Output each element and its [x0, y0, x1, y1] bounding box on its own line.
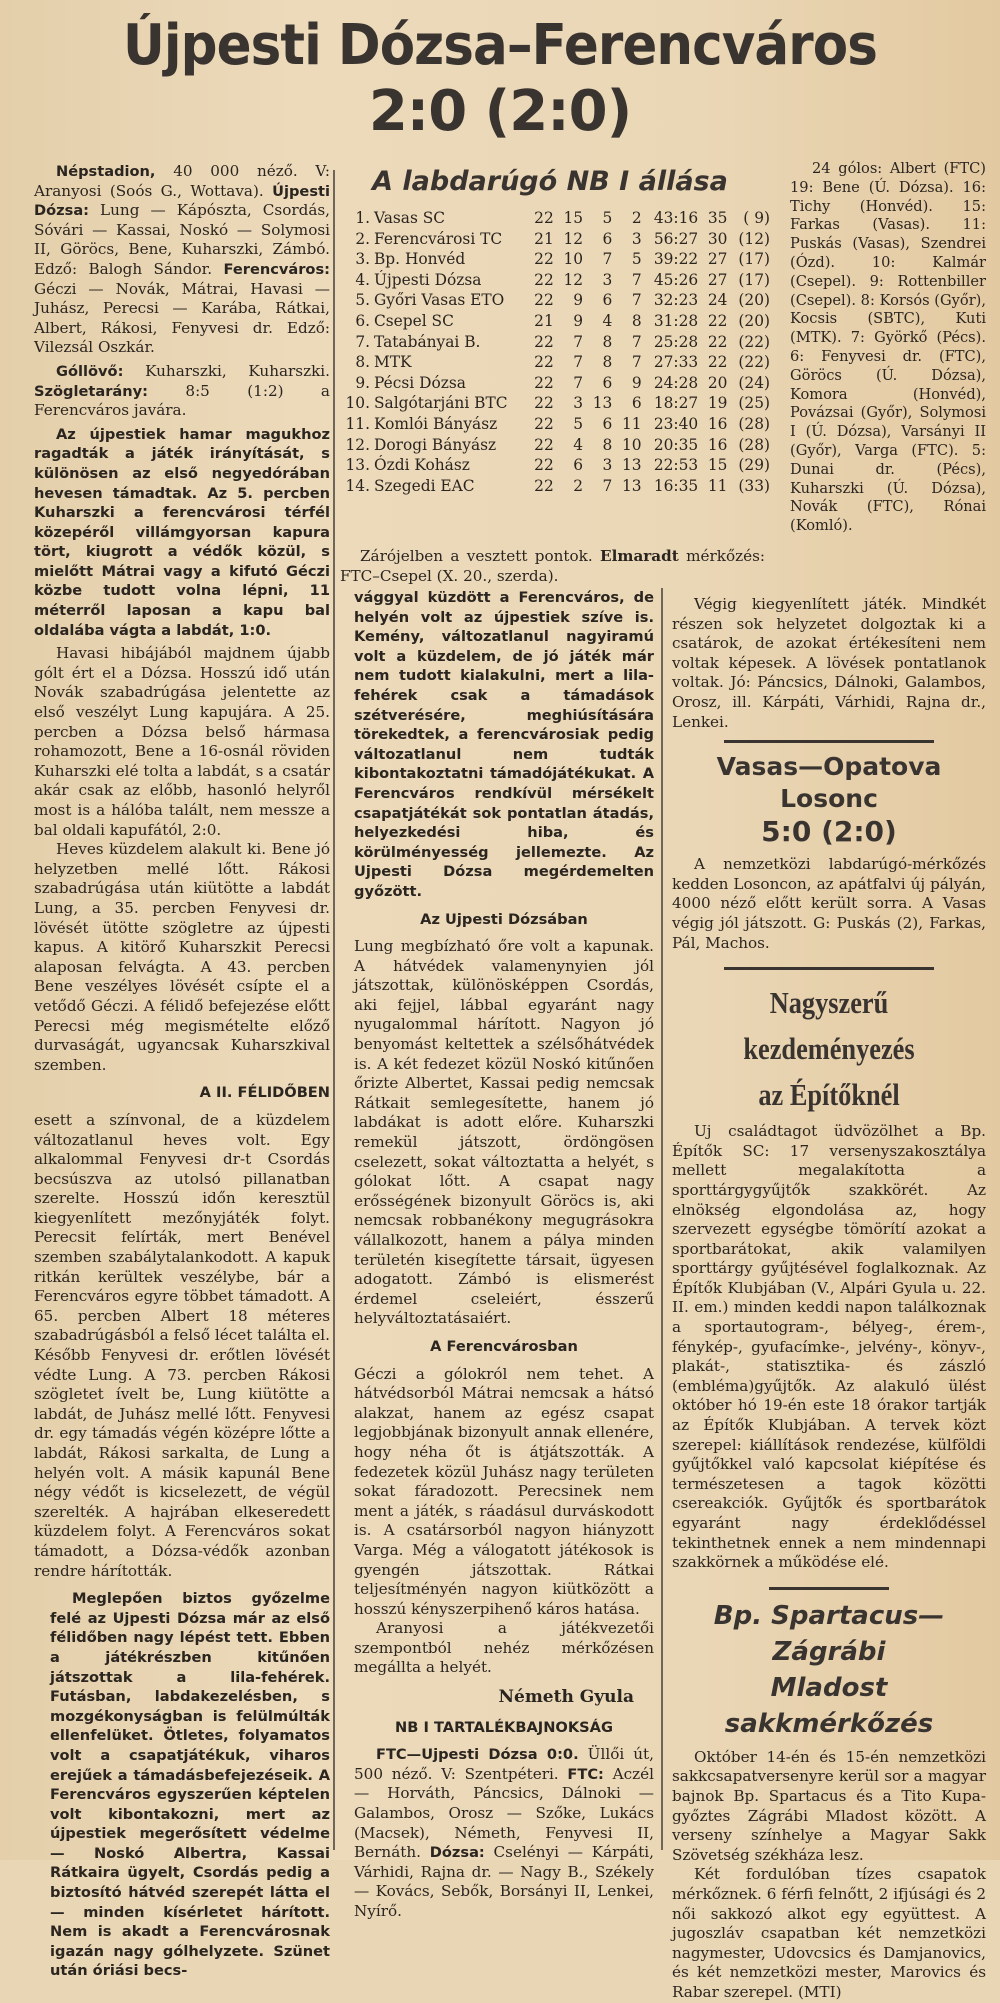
team-position: 3.: [355, 250, 370, 269]
stat-d: 5: [602, 209, 613, 227]
stat-pts: 19: [707, 394, 728, 413]
team-label: Komlói Bányász: [374, 414, 498, 433]
report-paragraph: Havasi hibájából majdnem újabb gólt ért el a Dózsa. Hosszú idő után Novák szabadrúgása jelentette az első veszélyt Lung kapujára. A 25. percben a Dózsa belső hármasa rohamozott, Bene a 16-osnál röviden Kuharszki elé tolta a labdát, s a csatár akár csak az előbb, hasonló helyről most is a hálóba talált, nem messze a bal oldali kapufától, 2:0.: [34, 644, 330, 839]
team-name: [340, 311, 524, 332]
reserve-text: Üllői út, 500 néző. V: Szentpéteri.: [354, 1745, 654, 1783]
team-name: [340, 352, 524, 373]
stat-lost: (33): [738, 476, 770, 495]
stat-l: 7: [631, 270, 642, 289]
dozsa-lineup: Lung — Kápószta, Csordás, Sóvári — Kassai, Noskó — Solymosi II, Göröcs, Bene, Kuharszki, Zámbó. Edző: Balogh Sándor.: [34, 201, 330, 278]
team-label: MTK: [374, 353, 412, 372]
epitok-text: Uj családtagot üdvözölhet a Bp. Építők SC: 17 versenyszakosztálya mellett megalakította a sporttárgygyűjtők szakkörét. Az elnökség elgondolása az, hogy szervezett egységbe tömörítí azokat a sportbarátokat, akik valamilyen sporttárgy gyűjtésével foglalkoznak. Az Építők Klubjában (V., Alpári Gyula u. 22. II. em.) minden keddi napon találkoznak a sportautogram-, bélyeg-, érem-, fénykép-, gyufacímke-, jelvény-, könyv-, plakát-, statisztika- és zászló (embléma)gyűjtők. Az alakuló ülést október hó 19-én este 18 órakor tartják az Építők Klubjában. A tervek közt szerepel: kiállítások rendezése, külföldi gyűjtőkkel való kapcsolat kiépítése és természetesen a tagok közötti csereakciók. Gyűjtők és sportbarátok egyaránt nagy érdeklődéssel tekinthetnek ennek a nem mindennapi szakkörnek a működése elé.: [672, 1122, 986, 1572]
stat-pts: 20: [707, 373, 728, 392]
stat-goals: 56:27: [653, 229, 699, 248]
team-label: Újpesti Dózsa: [374, 270, 482, 289]
reserve-result: FTC—Ujpesti Dózsa 0:0.: [376, 1746, 579, 1764]
ftc-lineup: Géczi — Novák, Mátrai, Havasi — Juhász, Perecsi — Karába, Rátkai, Albert, Rákosi, Fenyvesi dr. Edző: Vilezsál Oszkár.: [34, 279, 330, 357]
standings-row: [340, 476, 770, 497]
stat-w: 2: [573, 476, 584, 495]
team-position: 5.: [355, 291, 370, 310]
stat-goals: 43:16: [653, 209, 699, 227]
stat-lost: (20): [738, 311, 770, 330]
stat-goals: 24:28: [653, 373, 699, 392]
stat-l: 3: [631, 229, 642, 248]
team-position: 9.: [355, 373, 370, 392]
stat-d: 8: [602, 332, 613, 351]
stat-goals: 31:28: [653, 311, 699, 330]
stat-p: 21: [534, 229, 554, 248]
continuation-paragraph: vággyal küzdött a Ferencváros, de helyén volt az újpestiek szíve is. Kemény, változatlanul nagyiramú volt a küzdelem, de jó játék már nem tudott kialakulni, mert a lila-fehérek csak a támadások szétverésére, meghiúsítására törekedtek, a ferencvárosiak pedig változatlanul nem tudták kibontakoztatni támadójátékukat. A Ferencváros rendkívül mérsékelt csapatjátékát sok pontatlan átadás, helyezkedési hiba, és körülményesség jellemezte. Az Ujpesti Dózsa megérdemelten győzött.: [354, 589, 654, 900]
stat-w: 12: [563, 229, 584, 248]
stat-p: 22: [534, 209, 554, 227]
stat-pts: 30: [707, 229, 728, 248]
team-name: [340, 229, 524, 250]
dozsa-heading: Az Ujpesti Dózsában: [420, 910, 588, 928]
stat-d: 6: [602, 373, 613, 392]
ftc-paragraph: Géczi a gólokról nem tehet. A hátvédsorból Mátrai nemcsak a hátsó alakzat, hanem az egész csapat legjobbjának bizonyult annak ellenére, hogy néha őt is átjátszották. A fedezetek közül Juhász nagy területen sokat fáradozott. Perecsinek nem ment a játék, s ráadásul durváskodott is. A csatársorból nagyon hiányzott Varga. Még a válogatott játékosok is gyengén játszottak. Rátkai teljesítményén nagyon kiütközött a hosszú kényszerpihenő káros hatása.: [354, 1364, 654, 1618]
reserve-heading: NB I TARTALÉKBAJNOKSÁG: [395, 1718, 613, 1736]
stat-l: 5: [631, 250, 642, 269]
stat-goals: 32:23: [653, 291, 699, 310]
team-name: [340, 455, 524, 476]
team-label: Dorogi Bányász: [374, 435, 497, 454]
stat-pts: 22: [707, 311, 728, 330]
report-continuation-column: [354, 588, 654, 1922]
dozsa-label: Újpesti Dózsa:: [34, 182, 330, 220]
stat-l: 7: [631, 332, 642, 351]
team-label: Bp. Honvéd: [374, 250, 466, 269]
corner-label: Szögletarány:: [34, 382, 148, 400]
stat-goals: 27:33: [653, 353, 699, 372]
stat-pts: 27: [707, 270, 728, 289]
team-name: [340, 476, 524, 497]
stat-p: 22: [534, 414, 554, 433]
stat-goals: 16:35: [653, 476, 699, 495]
stat-d: 7: [602, 476, 613, 495]
stat-d: 8: [602, 435, 613, 454]
team-position: 13.: [345, 456, 370, 475]
stat-lost: (22): [738, 353, 770, 372]
stat-p: 22: [534, 332, 554, 351]
standings-title: A labdarúgó NB I állása: [372, 166, 728, 197]
reserve-ftc-label: FTC:: [567, 1765, 604, 1783]
column-divider: [333, 170, 335, 1850]
team-position: 8.: [355, 353, 370, 372]
author-signature: Németh Gyula: [498, 1687, 634, 1708]
standings-table: [340, 208, 770, 496]
stat-w: 10: [563, 250, 584, 269]
standings-row: [340, 290, 770, 311]
section-rule: [724, 967, 934, 970]
stat-goals: 20:35: [653, 435, 699, 454]
stat-lost: (29): [738, 456, 770, 475]
stat-lost: (28): [738, 435, 770, 454]
reserve-ftc-lineup: Aczél — Horváth, Páncsics, Dálnoki — Galambos, Orosz — Szőke, Lukács (Macsek), Németh, Fenyvesi II, Bernáth.: [354, 1764, 655, 1862]
chess-title-1: Bp. Spartacus—Zágrábi: [713, 1600, 945, 1667]
stat-goals: 18:27: [653, 394, 699, 413]
stat-lost: (28): [738, 414, 770, 433]
stat-pts: 22: [707, 332, 728, 351]
summary-paragraph: Meglepően biztos győzelme felé az Ujpesti Dózsa már az első félidőben nagy lépést tett. Ebben a játékrészben kitűnően játszottak a lila-fehérek. Futásban, labdakezelésben, s mozgékonyságban is felülmúlták ellenfelüket. Ötletes, folyamatos volt a csapatjátékuk, viharos erejűek a támadásbefejezéseik. A Ferencváros egyszerűen képtelen volt kibontakozni, mert az újpestiek megerősített védelme — Noskó Albertra, Kassai Rátkaira ügyelt, Csordás pedig a biztosító hátvéd szerepét látta el — minden kísérletet hárított. Nem is akadt a Ferencvárosnak igazán nagy gólhelyzete. Szünet után óriási becs-: [50, 1590, 330, 1980]
stat-l: 9: [631, 373, 642, 392]
scorers-text: 24 gólos: Albert (FTC) 19: Bene (Ú. Dózsa). 16: Tichy (Honvéd). 15: Farkas (Vasas). 11: Puskás (Vasas), Szendrei (Ózd). 10: Kalmár (Csepel). 9: Rottenbiller (Csepel). 8: Korsós (Győr), Kocsis (SBTC), Kuti (MTK). 7: Györkő (Pécs). 6: Fenyvesi dr. (FTC), Göröcs (Ú. Dózsa), Komora (Honvéd), Povázsai (Győr), Solymosi I (Ú. Dózsa), Varsányi II (Győr), Varga (FTC). 5: Dunai dr. (Pécs), Kuharszki (Ú. Dózsa), Novák (FTC), Rónai (Komló).: [790, 160, 986, 535]
stat-goals: 45:26: [653, 270, 699, 289]
right-column: [672, 595, 986, 2003]
team-name: [340, 208, 524, 229]
stat-goals: 39:22: [653, 250, 699, 269]
team-position: 2.: [355, 229, 370, 248]
stat-w: 7: [573, 373, 584, 392]
team-position: 1.: [355, 209, 370, 227]
chess-paragraph: Két fordulóban tízes csapatok mérkőznek. 6 férfi felnőtt, 2 ifjúsági és 2 női sakkozó alkot egy együttest. A jugoszláv csapatban két nemzetközi nagymester, Udovcsics és Damjanovics, és két nemzetközi mester, Marovics és Rabar szerepel. (MTI): [672, 1865, 986, 2001]
second-half-heading: A II. FÉLIDŐBEN: [199, 1084, 330, 1102]
team-name: [340, 290, 524, 311]
section-rule: [769, 1587, 889, 1590]
standings-note: [340, 547, 765, 586]
vasas-title: Vasas—Opatova Losonc: [716, 752, 942, 814]
team-label: Ferencvárosi TC: [374, 229, 503, 248]
stat-w: 3: [573, 394, 584, 413]
ftc-heading: A Ferencvárosban: [430, 1337, 578, 1355]
standings-row: [340, 414, 770, 435]
stat-w: 9: [573, 311, 584, 330]
standings-row: [340, 455, 770, 476]
reserve-dozsa-lineup: Cselényi — Kárpáti, Várhidi, Rajna dr. — Nagy B., Székely — Kovács, Sebők, Borsányi II, Lenkei, Nyírő.: [354, 1843, 654, 1920]
stat-pts: 16: [707, 435, 728, 454]
standings-row: [340, 332, 770, 353]
stat-goals: 25:28: [653, 332, 699, 351]
standings-row: [340, 229, 770, 250]
main-score: 2:0 (2:0): [368, 79, 632, 144]
stat-w: 4: [573, 435, 584, 454]
goals-line: [34, 362, 330, 421]
stat-l: 6: [631, 394, 642, 413]
standings-row: [340, 393, 770, 414]
stat-w: 6: [573, 456, 584, 475]
stat-d: 4: [602, 311, 613, 330]
stat-d: 3: [602, 270, 613, 289]
stat-goals: 23:40: [653, 414, 699, 433]
standings-row: [340, 270, 770, 291]
stat-goals: 22:53: [653, 456, 699, 475]
stat-lost: (22): [738, 332, 770, 351]
reserve-verdict: Végig kiegyenlített játék. Mindkét részen sok helyzetet dolgoztak ki a csatárok, de azokat értékesíteni nem voltak képesek. A lövések pontatlanok voltak. Jó: Páncsics, Dálnoki, Galambos, Orosz, ill. Kárpáti, Várhidi, Rajna dr., Lenkei.: [672, 595, 986, 731]
team-position: 10.: [345, 394, 370, 413]
corner-text: 8:5 (1:2) a Ferencváros javára.: [34, 381, 330, 420]
dozsa-paragraph: Lung megbízható őre volt a kapunak. A hátvédek valamenynyien jól játszottak, különösképpen Csordás, aki fejjel, lábbal egyaránt nagy nyugalommal hárított. Nagyon jó benyomást keltettek a szélsőhátvédek is. A két fedezet közül Noskó kitűnően őrizte Albertet, Kassai pedig nemcsak Rátkait semlegesítette, hanem jó labdákat is adott előre. Kuharszki remekül játszott, ördöngösen cselezett, sokat változtatta a helyét, s gólokat lőtt. A csapat nagy erősségének bizonyult Göröcs is, aki nemcsak robbanékony megugrásokra vállalkozott, hanem a pálya minden területén kisegítette társait, ügyesen adogatott. Zámbó is elismerést érdemel cseleiért, ésszerű helyváltoztatásaiért.: [354, 937, 654, 1328]
venue-label: Népstadion,: [56, 163, 156, 180]
note-text: Zárójelben a vesztett pontok.: [360, 547, 601, 565]
team-position: 6.: [355, 311, 370, 330]
chess-paragraph: Október 14-én és 15-én nemzetközi sakkcsapatversenyre kerül sor a magyar bajnok Bp. Spartacus és a Tito Kupa-győztes Zágrábi Mladost között. A verseny színhelye a Magyar Sakk Szövetség székháza lesz.: [672, 1747, 986, 1864]
team-name: [340, 332, 524, 353]
standings-row: [340, 311, 770, 332]
stat-w: 5: [573, 414, 584, 433]
stat-p: 22: [534, 250, 554, 269]
report-paragraph: Heves küzdelem alakult ki. Bene jó helyzetben mellé lőtt. Rákosi szabadrúgása után kiütötte a labdát Lung, a 35. percben Fenyvesi dr. lövését ütötte szögletre az újpesti kapus. A kitörő Kuharszkit Perecsi alaposan felvágta. A 43. percben Bene veszélyes lövését csípte el a vetődő Géczi. A félidő befejezése előtt Perecsi még megismételte előző durvaságát, ugyancsak Kuharszkival szemben.: [34, 840, 330, 1074]
standings-row: [340, 249, 770, 270]
stat-p: 21: [534, 311, 554, 330]
note-bold: Elmaradt: [600, 547, 679, 565]
standings-row: [340, 208, 770, 229]
section-rule: [724, 740, 934, 743]
stat-w: 9: [573, 291, 584, 310]
stat-p: 22: [534, 353, 554, 372]
stat-p: 22: [534, 394, 554, 413]
stat-w: 7: [573, 353, 584, 372]
stat-p: 22: [534, 373, 554, 392]
team-name: [340, 270, 524, 291]
stat-p: 22: [534, 476, 554, 495]
stat-w: 15: [563, 209, 584, 227]
stat-d: 8: [602, 353, 613, 372]
stat-l: 2: [631, 209, 642, 227]
stat-lost: (20): [738, 291, 770, 310]
stat-p: 22: [534, 270, 554, 289]
vasas-score: 5:0 (2:0): [761, 815, 897, 849]
stat-lost: (17): [738, 270, 770, 289]
stat-d: 6: [602, 414, 613, 433]
stat-lost: (25): [738, 394, 770, 413]
team-label: Pécsi Dózsa: [374, 373, 466, 392]
standings-row: [340, 373, 770, 394]
chess-title-2: Mladost sakkmérkőzés: [724, 1672, 934, 1739]
stat-d: 7: [602, 250, 613, 269]
team-position: 7.: [355, 332, 370, 351]
note-rest: mérkőzés: FTC–Csepel (X. 20., szerda).: [340, 547, 765, 585]
column-divider: [661, 588, 663, 1850]
stat-pts: 35: [707, 209, 728, 227]
report-paragraph: Az újpestiek hamar magukhoz ragadták a játék irányítását, s különösen az első negyedórában hevesen támadtak. Az 5. percben Kuharszki a ferencvárosi térfél közepéről villámgyorsan kapura tört, kiugrott a védők közül, s mielőtt Mátrai vagy a kifutó Géczi közbe tudott volna lépni, 11 méterről laposan a kapu bal oldalába vágta a labdát, 1:0.: [34, 425, 330, 639]
team-label: Győri Vasas ETO: [374, 291, 505, 310]
stat-l: 7: [631, 291, 642, 310]
team-name: [340, 373, 524, 394]
referee-paragraph: Aranyosi a játékvezetői szempontból nehéz mérkőzésen megállta a helyét.: [354, 1619, 654, 1677]
reserve-dozsa-label: Dózsa:: [429, 1844, 485, 1862]
venue-text: 40 000 néző. V: Aranyosi (Soós G., Wottava).: [34, 162, 330, 200]
stat-p: 22: [534, 456, 554, 475]
stat-lost: (17): [738, 250, 770, 269]
stat-pts: 11: [707, 476, 728, 495]
standings-row: [340, 435, 770, 456]
team-position: 4.: [355, 270, 370, 289]
team-name: [340, 414, 524, 435]
stat-l: 8: [631, 311, 642, 330]
ftc-label: Ferencváros:: [223, 260, 330, 278]
second-half-paragraph: esett a színvonal, de a küzdelem változatlanul heves volt. Egy alkalommal Fenyvesi dr-t Csordás becsúszva az utolsó pillanatban szerelte. Hosszú időn keresztül kiegyenlített mezőnyjáték folyt. Perecsit felírták, mert Benével szemben szabálytalankodott. A kapuk ritkán kerültek veszélybe, bár a Ferencváros egyre többet támadott. A 65. percben Albert 18 méteres szabadrúgásból a felső lécet találta el. Később Fenyvesi dr. erőtlen lövését védte Lung. A 73. percben Rákosi szögletet ívelt be, Lung kiütötte a labdát, de Juhász mellé lőtt. Fenyvesi dr. egy támadás végén középre lőtte a labdát, Rákosi sarkalta, de Lung a helyén volt. A másik kapunál Bene négy védőt is kicselezett, de végül szerelték. A hajrában elkeseredett küzdelem folyt. A Ferencváros sokat támadott, a Dózsa-védők azonban rendre hárították.: [34, 1110, 330, 1580]
stat-lost: ( 9): [743, 209, 770, 227]
stat-d: 6: [602, 229, 613, 248]
lineups: [34, 162, 330, 358]
stat-pts: 27: [707, 250, 728, 269]
match-report-column: [34, 162, 330, 1981]
stat-lost: (24): [738, 373, 770, 392]
goals-text: Kuharszki, Kuharszki.: [123, 361, 330, 380]
stat-p: 22: [534, 435, 554, 454]
stat-pts: 16: [707, 414, 728, 433]
stat-pts: 22: [707, 353, 728, 372]
team-label: Salgótarjáni BTC: [374, 394, 508, 413]
team-name: [340, 393, 524, 414]
stat-l: 13: [622, 456, 642, 475]
vasas-text: A nemzetközi labdarúgó-mérkőzés kedden Losoncon, az apátfalvi új pályán, 4000 néző előtt került sorra. A Vasas végig jól játszott. G: Puskás (2), Farkas, Pál, Machos.: [672, 855, 986, 952]
team-name: [340, 249, 524, 270]
main-headline: Újpesti Dózsa–Ferencváros: [123, 13, 877, 78]
team-label: Vasas SC: [374, 209, 446, 227]
epitok-title-2: az Építőknél: [758, 1077, 900, 1113]
team-position: 11.: [345, 414, 370, 433]
stat-pts: 24: [707, 291, 728, 310]
stat-d: 13: [592, 394, 613, 413]
stat-l: 7: [631, 353, 642, 372]
stat-pts: 15: [707, 456, 728, 475]
epitok-title-1: Nagyszerű kezdeményezés: [743, 985, 915, 1067]
stat-d: 6: [602, 291, 613, 310]
team-position: 12.: [345, 435, 370, 454]
team-label: Szegedi EAC: [374, 476, 475, 495]
team-position: 14.: [345, 476, 370, 495]
team-name: [340, 435, 524, 456]
standings-row: [340, 352, 770, 373]
team-label: Ózdi Kohász: [374, 456, 470, 475]
stat-l: 11: [622, 414, 642, 433]
stat-d: 3: [602, 456, 613, 475]
stat-l: 10: [622, 435, 642, 454]
stat-l: 13: [622, 476, 642, 495]
top-scorers: [790, 160, 986, 536]
team-label: Csepel SC: [374, 311, 454, 330]
stat-w: 7: [573, 332, 584, 351]
stat-p: 22: [534, 291, 554, 310]
team-label: Tatabányai B.: [374, 332, 481, 351]
goals-label: Góllövő:: [56, 362, 124, 380]
stat-w: 12: [563, 270, 584, 289]
stat-lost: (12): [738, 229, 770, 248]
